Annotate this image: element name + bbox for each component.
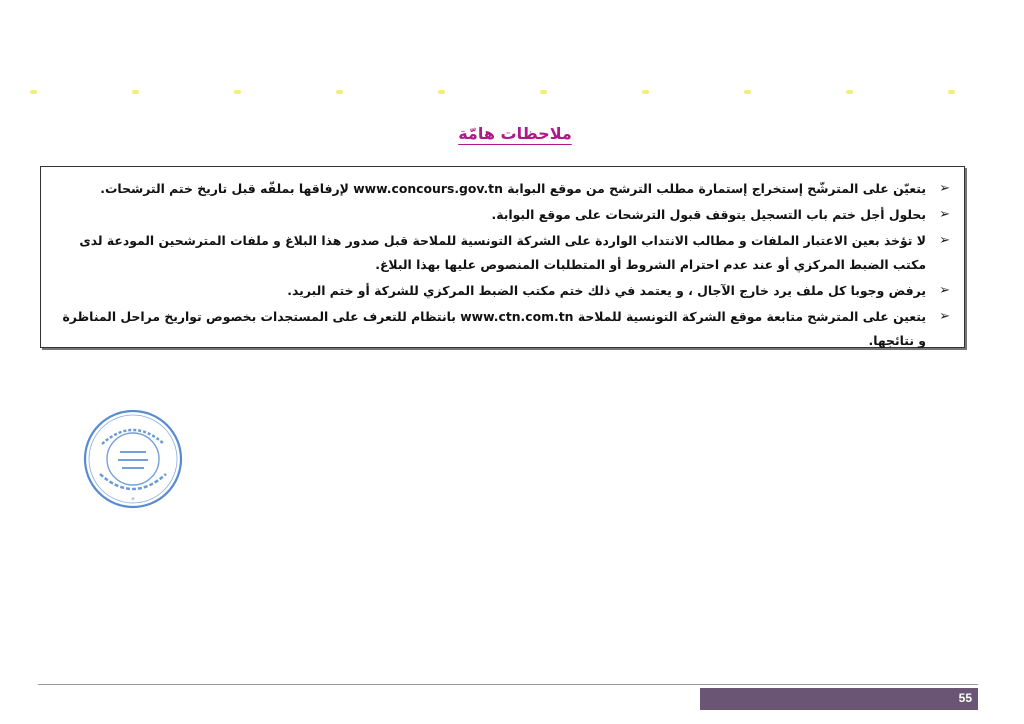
decorative-dot	[438, 90, 445, 94]
note-item	[53, 177, 952, 201]
page-title: ملاحظات هامّة	[458, 124, 572, 143]
footer-bar	[700, 688, 978, 710]
footer-divider	[38, 684, 978, 685]
decorative-dot	[336, 90, 343, 94]
decorative-dot	[30, 90, 37, 94]
arrow-bullet-icon: ➢	[939, 283, 950, 298]
note-text: لا تؤخذ بعين الاعتبار الملفات و مطالب الانتداب الواردة على الشركة التونسية للملاحة قبل صدور هذا البلاغ و ملفات المترشحين المودعة لدى مكتب الضبط المركزي أو عند عدم احترام الشروط أو المتطلبات المنصوص عليها بهذا البلاغ.	[79, 233, 926, 272]
decorative-dot	[744, 90, 751, 94]
decorative-dot	[846, 90, 853, 94]
notes-list	[41, 167, 964, 353]
arrow-bullet-icon: ➢	[939, 233, 950, 248]
note-item	[53, 279, 952, 303]
note-item	[53, 305, 952, 353]
svg-text:*: *	[131, 496, 135, 504]
decorative-dot	[948, 90, 955, 94]
decorative-dot	[234, 90, 241, 94]
note-text: يتعين على المترشح متابعة موقع الشركة التونسية للملاحة www.ctn.com.tn بانتظام للتعرف على المستجدات بخصوص تواريخ مراحل المناظرة و نتائجها.	[62, 309, 926, 348]
decorative-dot-row	[30, 90, 970, 96]
official-stamp-icon	[82, 408, 184, 510]
decorative-dot	[642, 90, 649, 94]
decorative-dot	[540, 90, 547, 94]
arrow-bullet-icon: ➢	[939, 309, 950, 324]
note-text: يرفض وجوبا كل ملف يرد خارج الآجال ، و يعتمد في ذلك ختم مكتب الضبط المركزي للشركة أو ختم البريد.	[287, 283, 926, 298]
page-number: 55	[958, 691, 972, 705]
arrow-bullet-icon: ➢	[939, 207, 950, 222]
notes-box	[40, 166, 965, 348]
decorative-dot	[132, 90, 139, 94]
arrow-bullet-icon: ➢	[939, 181, 950, 196]
note-item	[53, 229, 952, 277]
note-item	[53, 203, 952, 227]
note-text: بحلول أجل ختم باب التسجيل يتوقف قبول الترشحات على موقع البوابة.	[491, 207, 926, 222]
note-text: يتعيّن على المترشّح إستخراج إستمارة مطلب الترشح من موقع البوابة www.concours.gov.tn لإرفاقها بملفّه قبل تاريخ ختم الترشحات.	[100, 181, 926, 196]
